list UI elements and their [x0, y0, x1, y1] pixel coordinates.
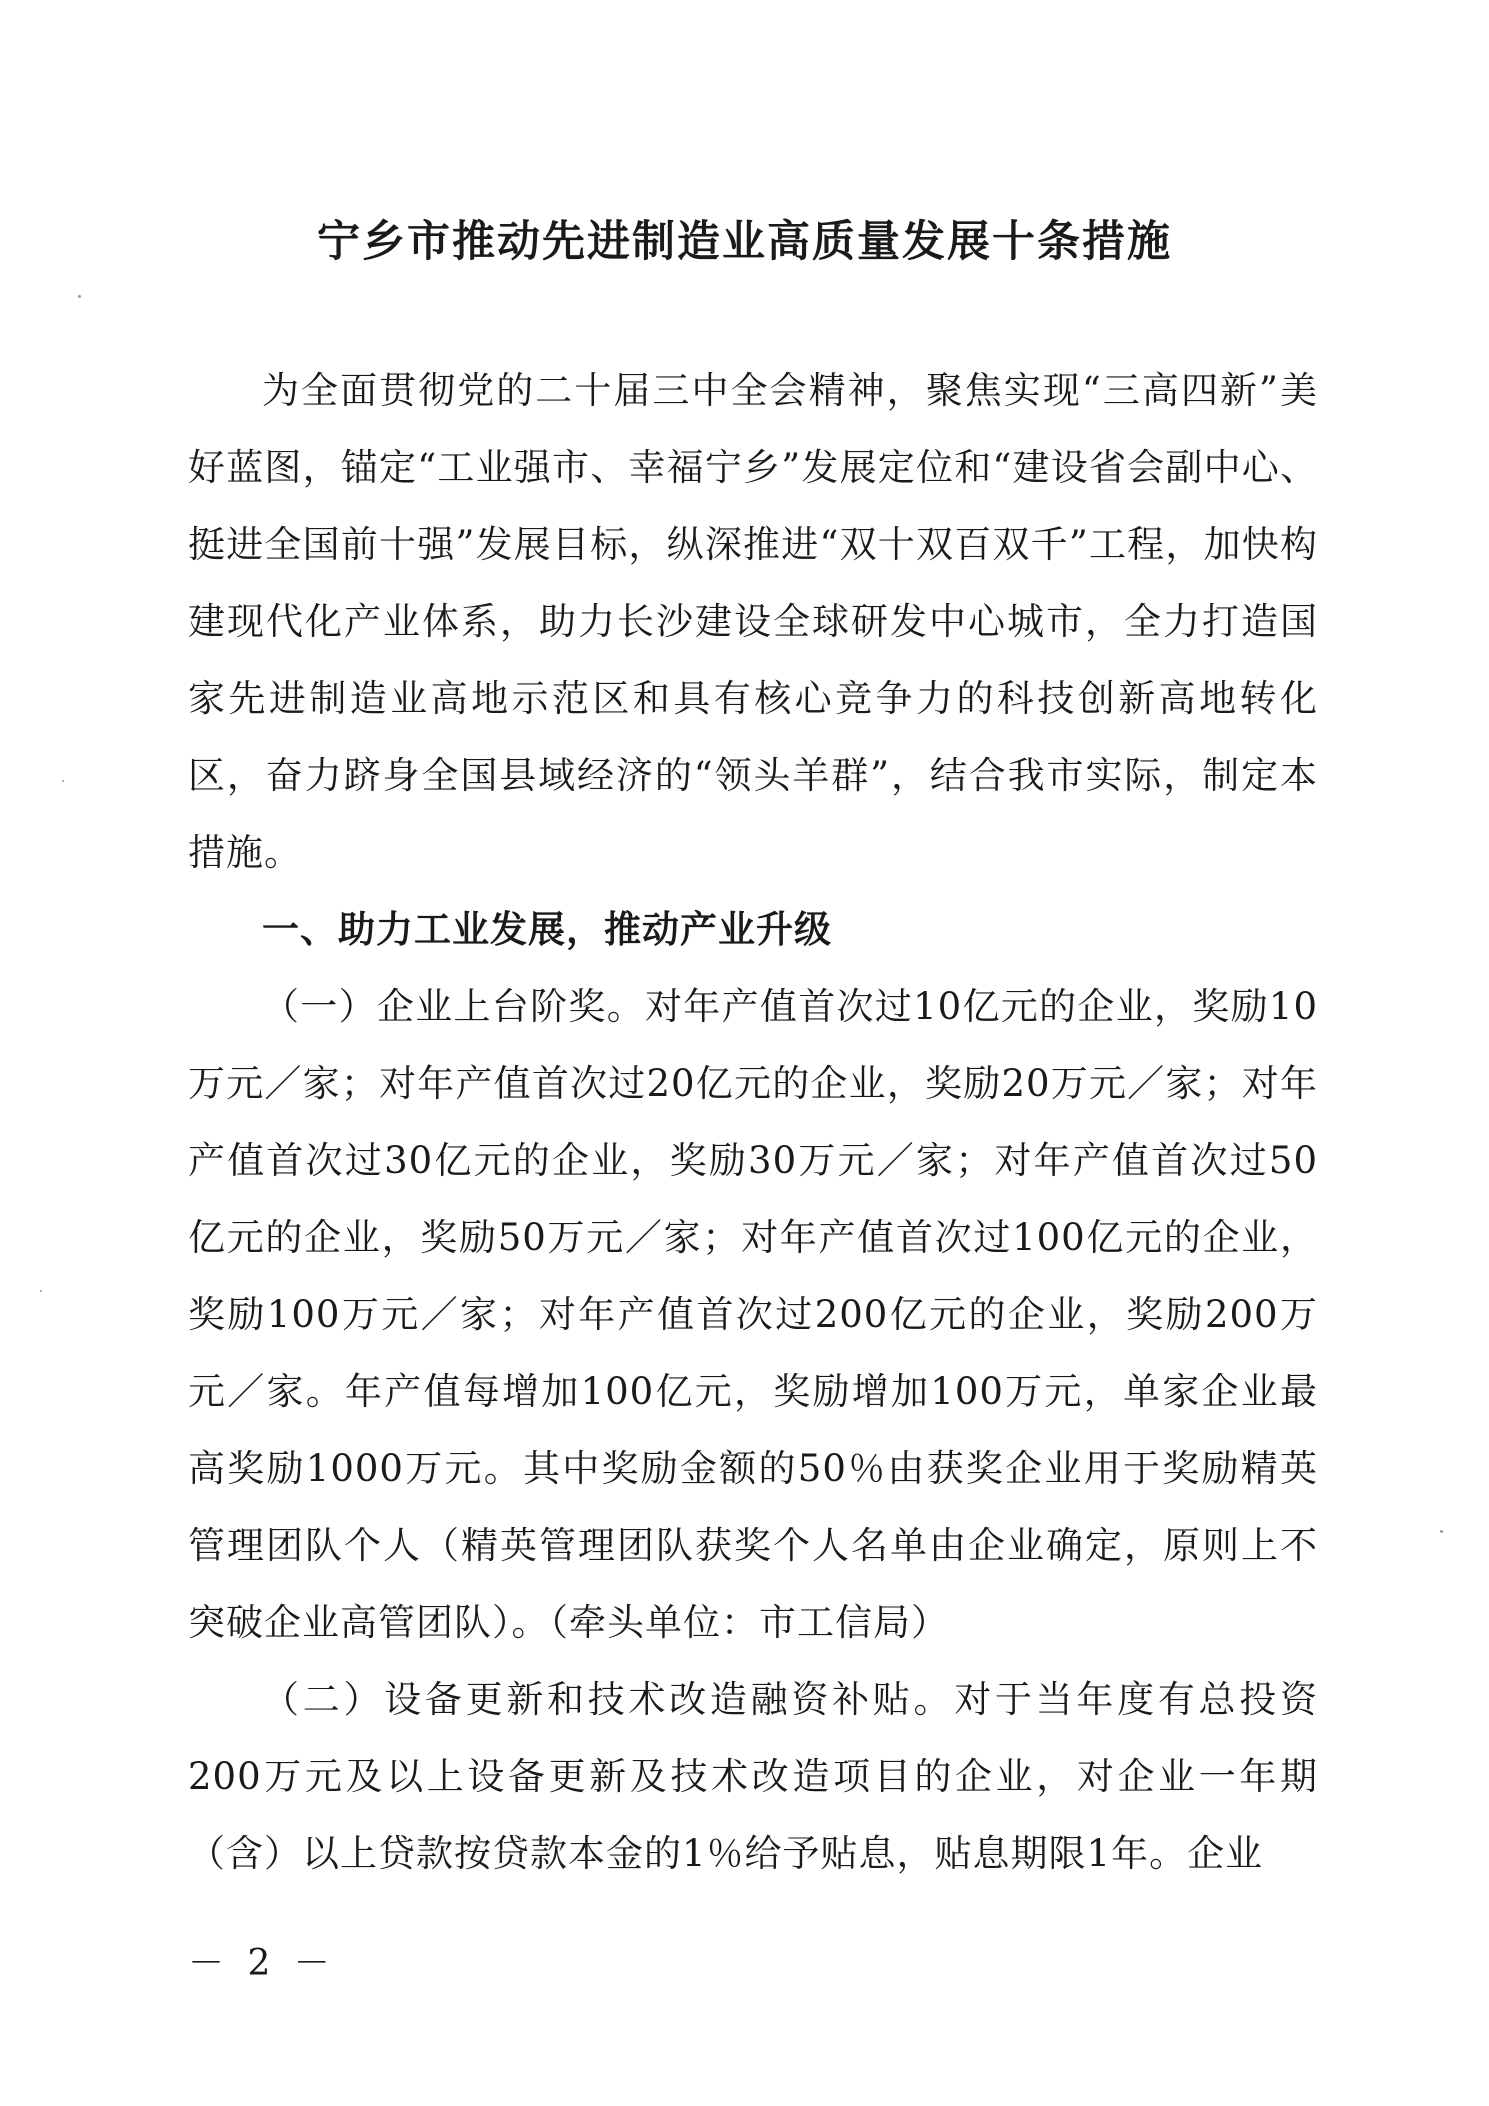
scan-speck: [62, 780, 64, 782]
item-2-paragraph: （二）设备更新和技术改造融资补贴。对于当年度有总投资200万元及以上设备更新及技术改造项目的企业，对企业一年期（含）以上贷款按贷款本金的1％给予贴息，贴息期限1年。企业: [188, 1678, 1318, 1875]
document-body: [188, 352, 1318, 1892]
page-number: － 2 －: [188, 1943, 336, 1984]
scan-speck: [1440, 1530, 1443, 1533]
document-title: 宁乡市推动先进制造业高质量发展十条措施: [317, 217, 1172, 267]
scan-speck: [78, 295, 81, 298]
section-heading-1: 一、助力工业发展，推动产业升级: [262, 908, 832, 951]
scan-speck: [40, 1290, 42, 1292]
intro-paragraph: 为全面贯彻党的二十届三中全会精神，聚焦实现“三高四新”美好蓝图，锚定“工业强市、幸福宁乡”发展定位和“建设省会副中心、挺进全国前十强”发展目标，纵深推进“双十双百双千”工程，加快构建现代化产业体系，助力长沙建设全球研发中心城市，全力打造国家先进制造业高地示范区和具有核心竞争力的科技创新高地转化区，奋力跻身全国县域经济的“领头羊群”，结合我市实际，制定本措施。: [188, 369, 1318, 874]
item-1-paragraph: （一）企业上台阶奖。对年产值首次过10亿元的企业，奖励10万元／家；对年产值首次过20亿元的企业，奖励20万元／家；对年产值首次过30亿元的企业，奖励30万元／家；对年产值首次过50亿元的企业，奖励50万元／家；对年产值首次过100亿元的企业，奖励100万元／家；对年产值首次过200亿元的企业，奖励200万元／家。年产值每增加100亿元，奖励增加100万元，单家企业最高奖励1000万元。其中奖励金额的50％由获奖企业用于奖励精英管理团队个人（精英管理团队获奖个人名单由企业确定，原则上不突破企业高管团队）。（牵头单位：市工信局）: [188, 985, 1318, 1644]
